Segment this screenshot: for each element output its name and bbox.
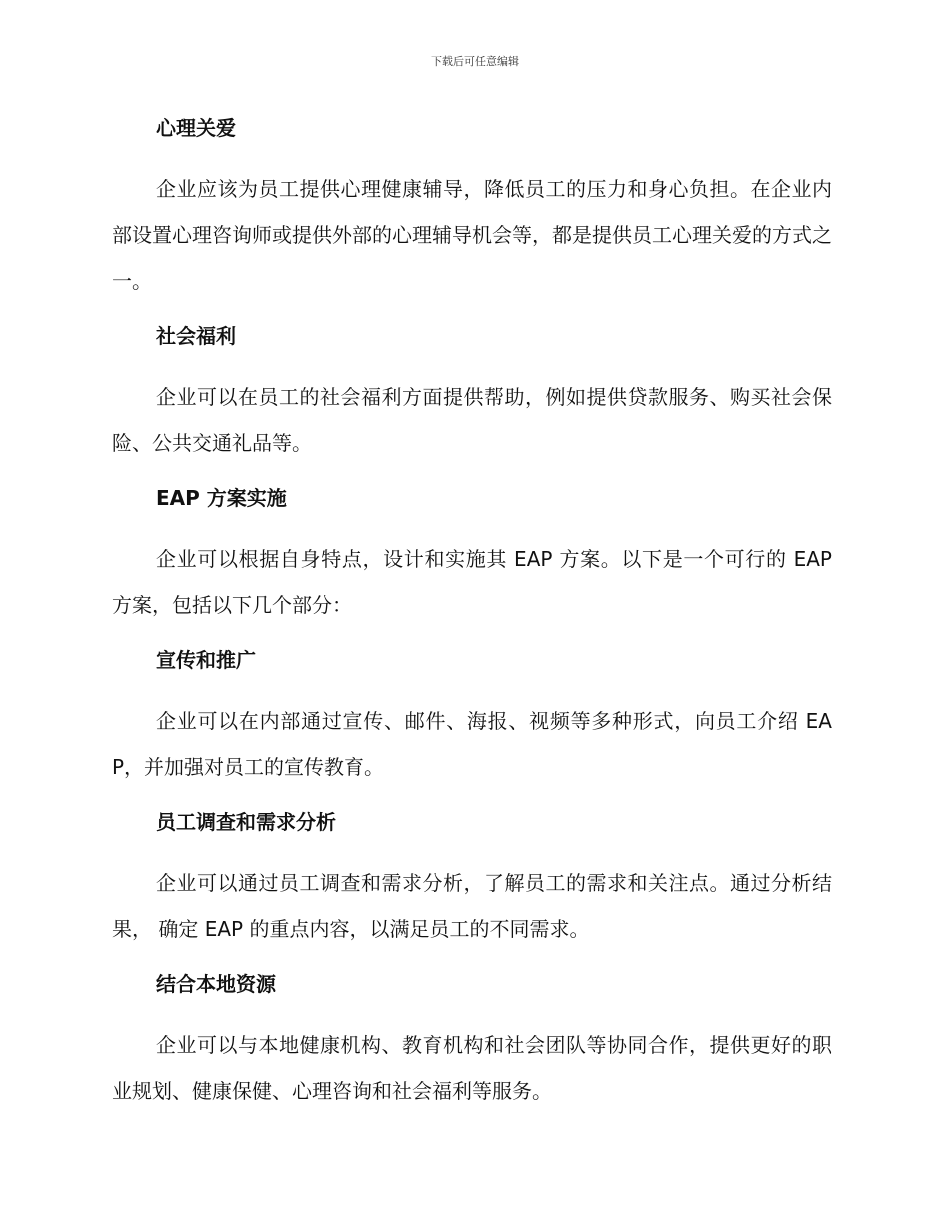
section-social-welfare: [112, 320, 832, 466]
section-survey-analysis: [112, 806, 832, 952]
section-paragraph: 企业可以通过员工调查和需求分析，了解员工的需求和关注点。通过分析结果， 确定 EAP 的重点内容，以满足员工的不同需求。: [112, 871, 832, 941]
section-eap-implementation: [112, 482, 832, 628]
section-paragraph: 企业可以在员工的社会福利方面提供帮助，例如提供贷款服务、购买社会保险、公共交通礼品等。: [112, 385, 832, 455]
section-paragraph: 企业可以与本地健康机构、教育机构和社会团队等协同合作，提供更好的职业规划、健康保健、心理咨询和社会福利等服务。: [112, 1033, 832, 1103]
section-psychological-care: [112, 112, 832, 304]
document-body: [112, 112, 832, 1130]
section-paragraph: 企业可以在内部通过宣传、邮件、海报、视频等多种形式，向员工介绍 EAP，并加强对员工的宣传教育。: [112, 709, 832, 779]
section-heading: 结合本地资源: [156, 972, 276, 996]
section-paragraph: 企业应该为员工提供心理健康辅导，降低员工的压力和身心负担。在企业内部设置心理咨询师或提供外部的心理辅导机会等，都是提供员工心理关爱的方式之一。: [112, 177, 832, 293]
section-heading: EAP 方案实施: [156, 486, 287, 510]
section-heading: 社会福利: [156, 324, 236, 348]
section-heading: 心理关爱: [156, 116, 236, 140]
page-header-note: 下载后可任意编辑: [431, 55, 519, 68]
section-heading: 员工调查和需求分析: [156, 810, 336, 834]
section-heading: 宣传和推广: [156, 648, 256, 672]
section-local-resources: [112, 968, 832, 1114]
section-paragraph: 企业可以根据自身特点，设计和实施其 EAP 方案。以下是一个可行的 EAP 方案，包括以下几个部分：: [112, 547, 832, 617]
section-promotion: [112, 644, 832, 790]
